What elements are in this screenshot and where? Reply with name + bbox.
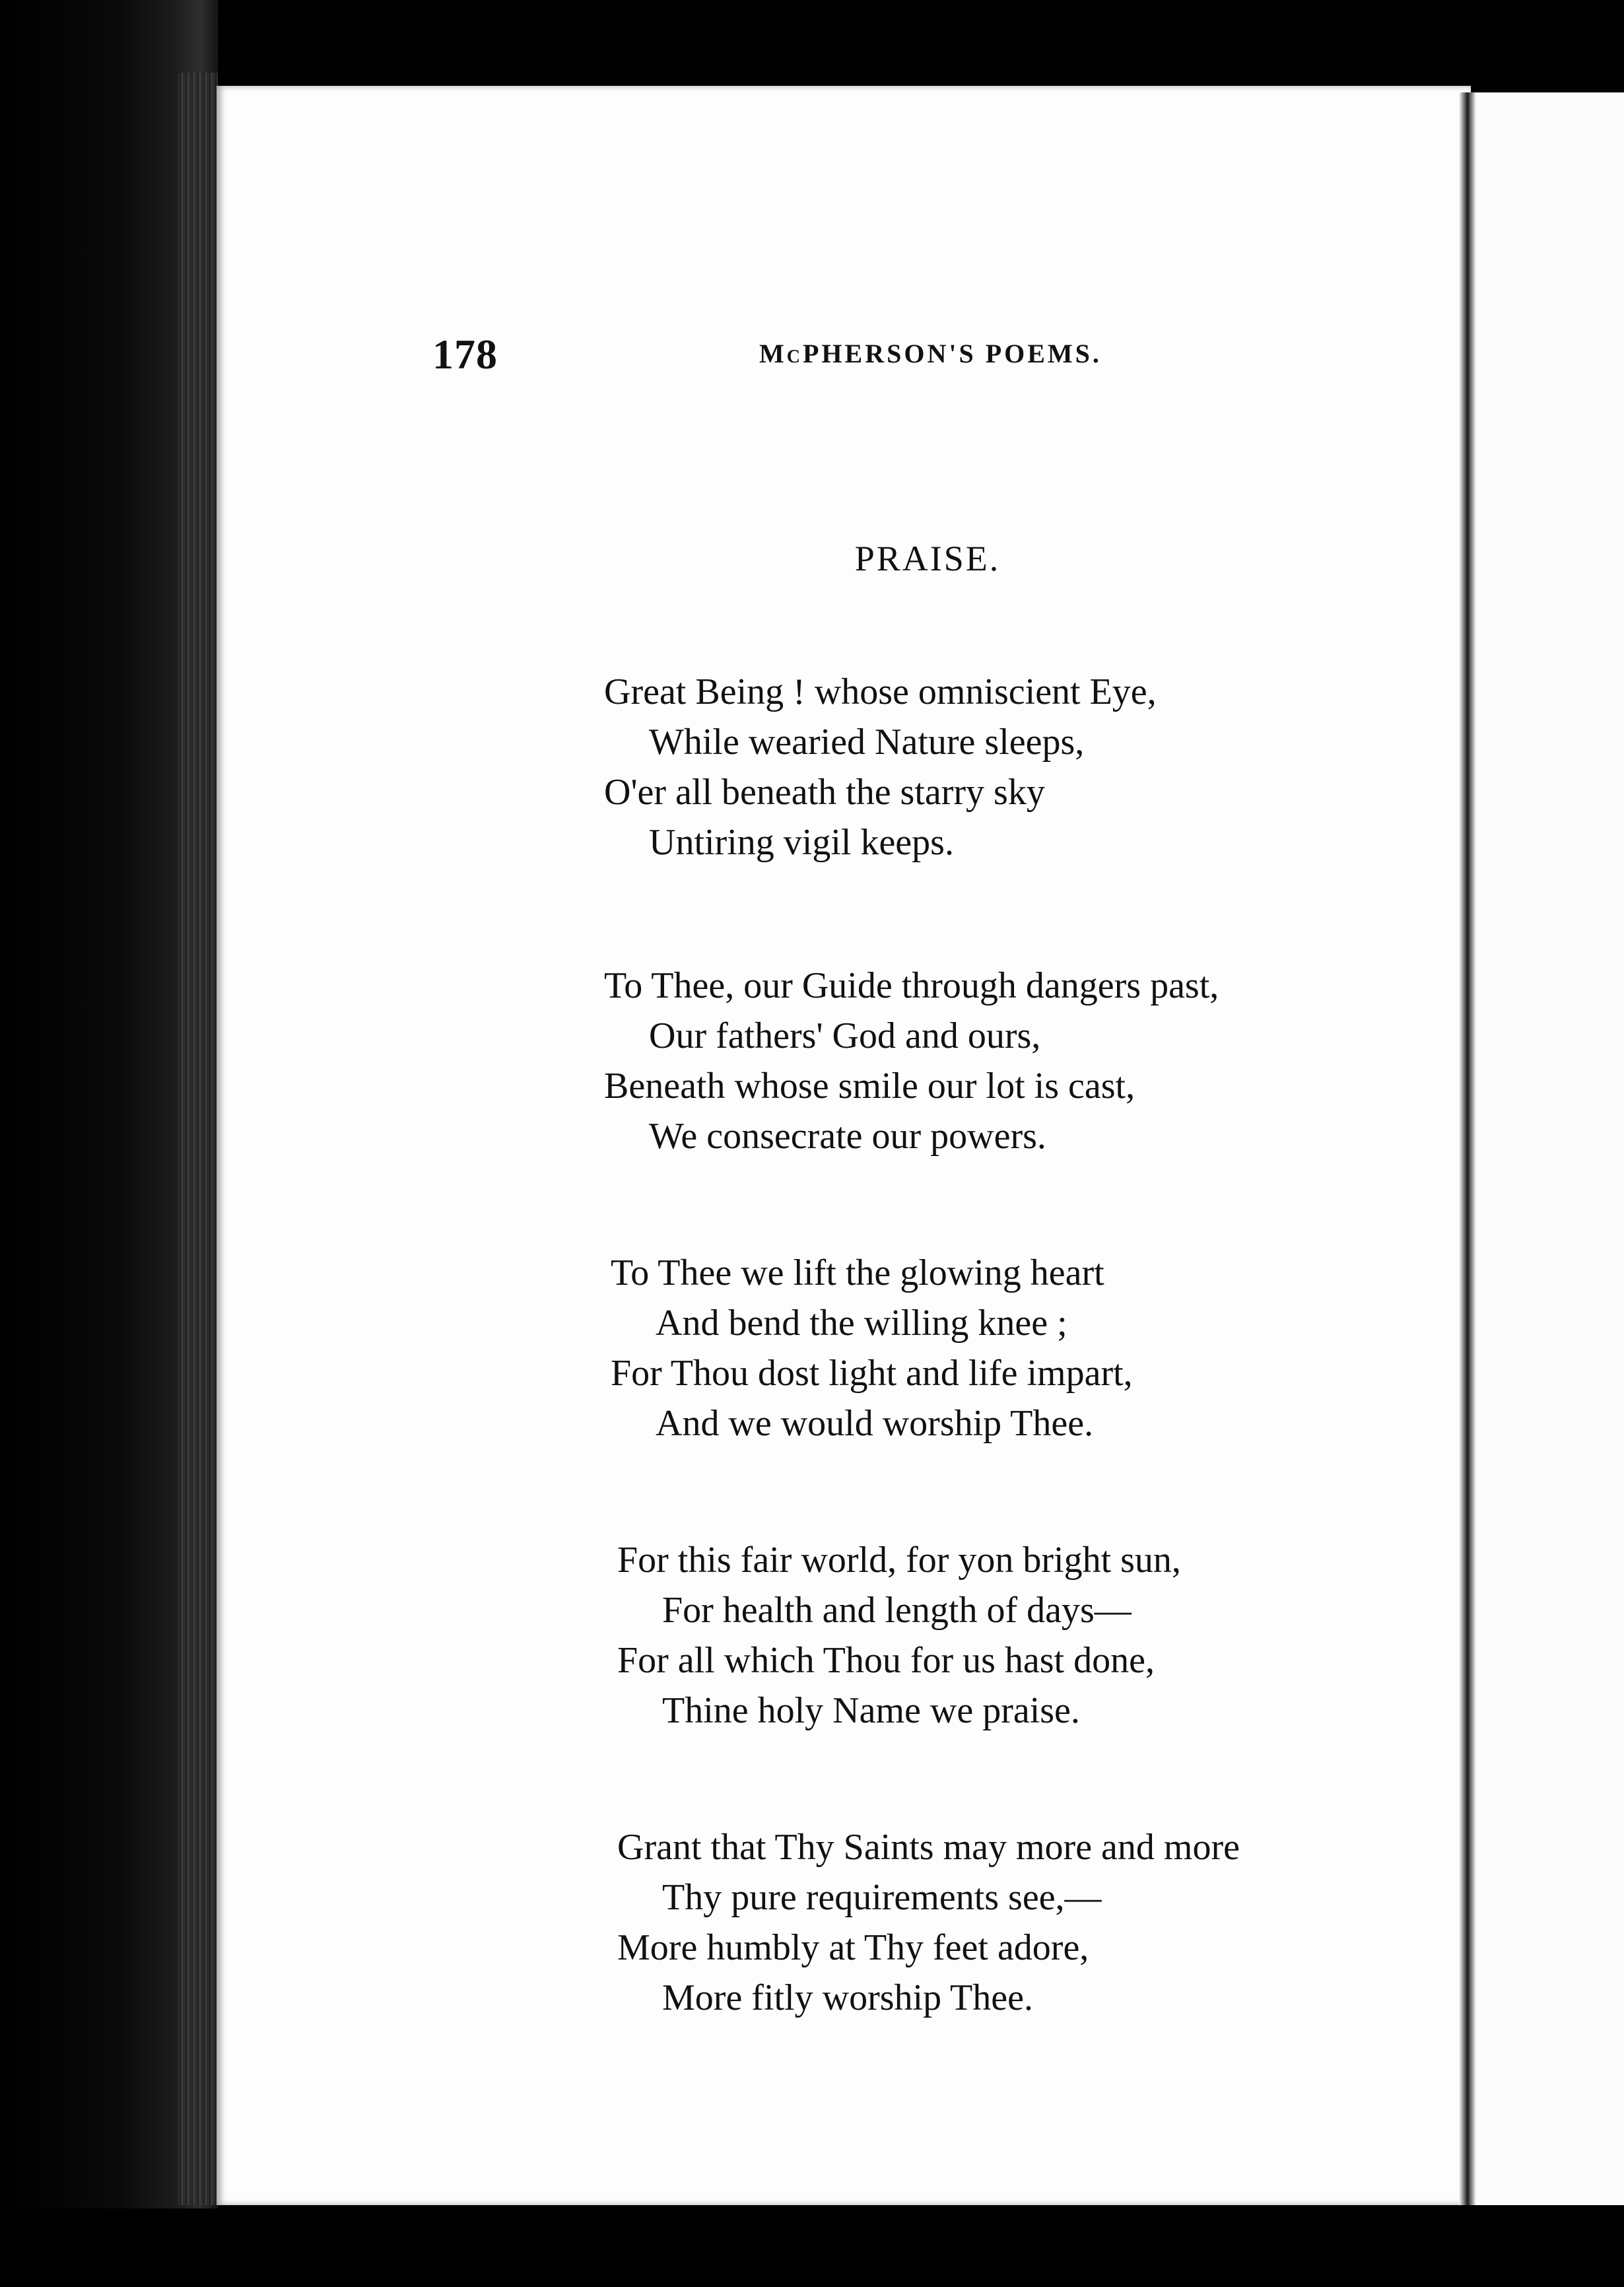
poem-line: We consecrate our powers.	[649, 1116, 1046, 1157]
stanza	[611, 1248, 1370, 1449]
stanza	[604, 961, 1363, 1161]
facing-page	[1476, 92, 1624, 2205]
poem-line: For Thou dost light and life impart,	[611, 1353, 1133, 1394]
poem-line: O'er all beneath the starry sky	[604, 772, 1045, 813]
poem-line: For this fair world, for yon bright sun,	[617, 1540, 1181, 1581]
page-header	[432, 330, 1159, 376]
poem-line: More fitly worship Thee.	[662, 1977, 1033, 2018]
bottom-margin	[0, 2208, 1624, 2287]
poem-line: More humbly at Thy feet adore,	[617, 1927, 1089, 1968]
poem-line: To Thee we lift the glowing heart	[611, 1252, 1104, 1293]
poem-line: To Thee, our Guide through dangers past,	[604, 965, 1219, 1006]
page-edges	[178, 73, 218, 2205]
stanza	[617, 1535, 1376, 1736]
running-head: McPHERSON'S POEMS.	[759, 339, 1102, 368]
poem-line: For health and length of days—	[662, 1590, 1132, 1631]
poem-line: Great Being ! whose omniscient Eye,	[604, 671, 1157, 712]
poem-line: Our fathers' God and ours,	[649, 1015, 1041, 1056]
stanza	[604, 667, 1363, 868]
poem-line: Thine holy Name we praise.	[662, 1690, 1080, 1731]
poem-line: While wearied Nature sleeps,	[649, 722, 1085, 763]
poem-line: Untiring vigil keeps.	[649, 822, 954, 863]
poem-line: And we would worship Thee.	[656, 1403, 1094, 1444]
poem-line: Grant that Thy Saints may more and more	[617, 1827, 1240, 1868]
poem-title: PRAISE.	[854, 539, 1001, 578]
stanza	[617, 1822, 1376, 2023]
gutter-shadow	[1459, 92, 1476, 2205]
page-number: 178	[432, 331, 498, 378]
poem-line: For all which Thou for us hast done,	[617, 1640, 1155, 1681]
poem-line: Thy pure requirements see,—	[662, 1877, 1102, 1918]
poem-line: Beneath whose smile our lot is cast,	[604, 1066, 1135, 1107]
poem-line: And bend the willing knee ;	[656, 1303, 1067, 1344]
